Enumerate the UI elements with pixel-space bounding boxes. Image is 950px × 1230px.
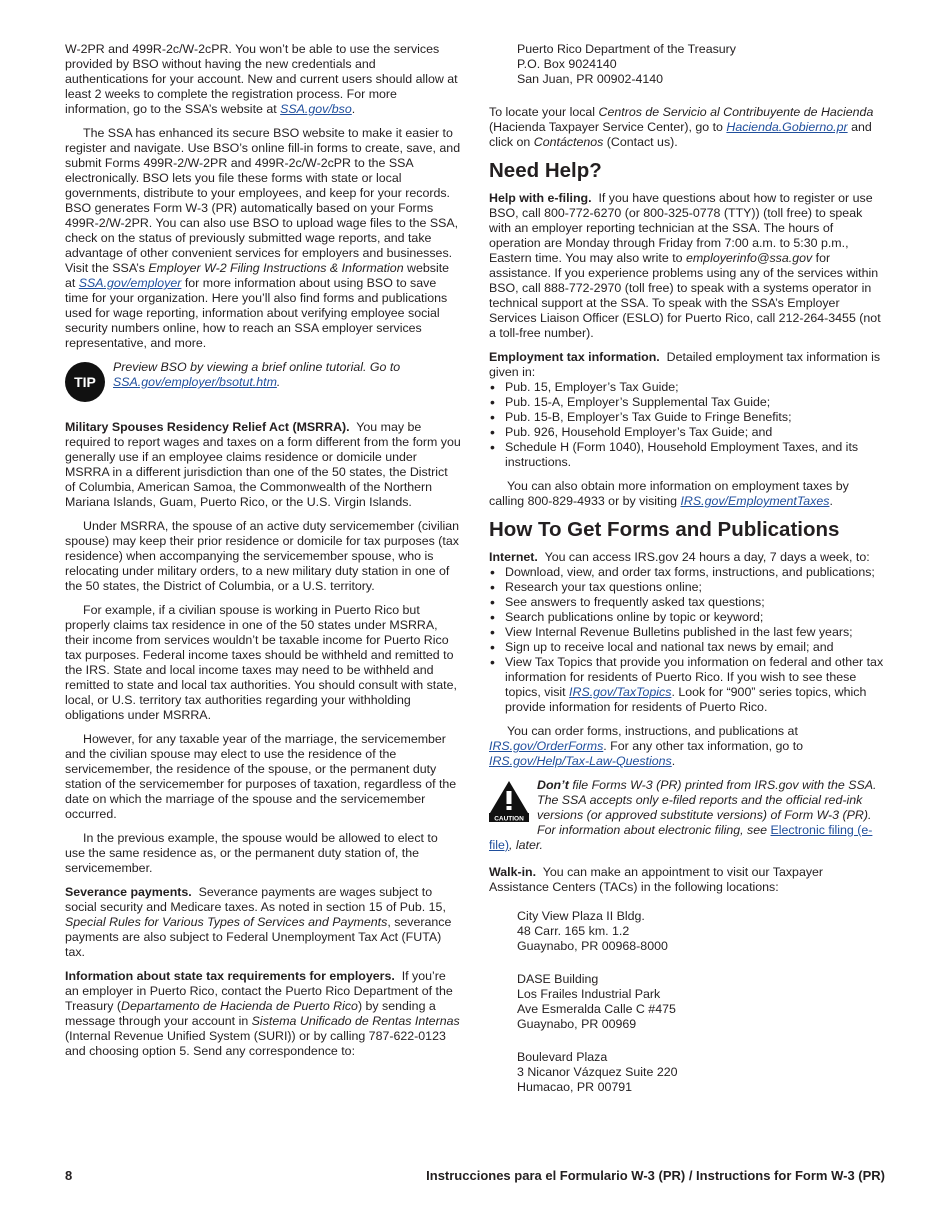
employment-taxes-link[interactable]: IRS.gov/EmploymentTaxes — [680, 494, 830, 508]
internet-list — [489, 565, 885, 715]
caution-icon — [489, 780, 529, 822]
tac-address-2: DASE Building Los Frailes Industrial Park Ave Esmeralda Calle C #475 Guaynabo, PR 00969 — [517, 972, 676, 1031]
internet-paragraph: Internet. You can access IRS.gov 24 hours a day, 7 days a week, to: — [489, 550, 870, 564]
hacienda-link[interactable]: Hacienda.Gobierno.pr — [726, 120, 848, 134]
tip-icon: TIP — [65, 362, 105, 402]
internet-heading: Internet. — [489, 550, 538, 564]
msrra-paragraph: Military Spouses Residency Relief Act (MSRRA). You may be required to report wages and taxes on a form different from the form you generally use if an employee claims residence or domicile under MSRRA in a different jurisdiction than one of the 50 states, the District of Columbia, American Samoa, the Commonwealth of the Northern Mariana Islands, Guam, Puerto Rico, or the U.S. Virgin Islands. — [65, 420, 461, 509]
electronic-filing-link[interactable]: Electronic filing (e-file) — [489, 823, 873, 852]
need-help-heading: Need Help? — [489, 159, 602, 182]
severance-paragraph: Severance payments. Severance payments are wages subject to social security and Medicare taxes. As noted in section 15 of Pub. 15, Special Rules for Various Types of Services and Payments, severance payments are also subject to Federal Unemployment Tax Act (FUTA) tax. — [65, 885, 452, 959]
tax-topics-link[interactable]: IRS.gov/TaxTopics — [569, 685, 672, 699]
employment-tax-paragraph: Employment tax information. Detailed employment tax information is given in: — [489, 350, 881, 379]
employment-more-paragraph: You can also obtain more information on employment taxes by calling 800-829-4933 or by visiting IRS.gov/EmploymentTaxes. — [489, 479, 849, 508]
list-item: • View Tax Topics that provide you information on federal and other tax information for residents of Puerto Rico. If you wish to see these topics, visit IRS.gov/TaxTopics. Look for “900” series topics, which provide information for residents of Puerto Rico. — [489, 655, 885, 715]
msrra-paragraph-4: However, for any taxable year of the marriage, the servicemember and the civilian spouse may elect to use the residence of the servicemember, the residence of the spouse, or the permanent duty station of the servicemember for purposes of taxation, regardless of the date on which the marriage of the spouse and the servicemember occurred. — [65, 732, 457, 821]
employment-tax-heading: Employment tax information. — [489, 350, 660, 364]
employment-pub-list — [489, 380, 885, 470]
forms-publications-heading: How To Get Forms and Publications — [489, 518, 840, 541]
msrra-paragraph-2: Under MSRRA, the spouse of an active duty servicemember (civilian spouse) may keep their prior residence or domicile for tax purposes (tax residence) when accompanying the servicemember spouse, who is relocating under military orders, to a new military duty station in one of the 50 states, the District of Columbia, or a U.S. territory. — [65, 519, 460, 593]
footer-title: Instrucciones para el Formulario W-3 (PR) / Instructions for Form W-3 (PR) — [426, 1168, 885, 1183]
left-column — [65, 42, 461, 1068]
right-column — [489, 42, 885, 1113]
list-item: • View Internal Revenue Bulletins published in the last few years; — [489, 625, 885, 640]
list-item: • Pub. 926, Household Employer’s Tax Guide; and — [489, 425, 885, 440]
tac-address-1: City View Plaza II Bldg. 48 Carr. 165 km. 1.2 Guaynabo, PR 00968-8000 — [517, 909, 668, 953]
msrra-heading: Military Spouses Residency Relief Act (MSRRA). — [65, 420, 350, 434]
walk-in-paragraph: Walk-in. You can make an appointment to visit our Taxpayer Assistance Centers (TACs) in the following locations: — [489, 865, 824, 894]
treasury-address: Puerto Rico Department of the Treasury P.O. Box 9024140 San Juan, PR 00902-4140 — [517, 42, 737, 86]
page-number: 8 — [65, 1168, 73, 1183]
efile-paragraph: Help with e-filing. If you have questions about how to register or use BSO, call 800-772-6270 (or 800-325-0778 (TTY)) (toll free) to speak with an employer reporting technician at the SSA. The hours of operation are Monday through Friday from 7:00 a.m. to 5:30 p.m., Eastern time. You may also write to employerinfo@ssa.gov for assistance. If you experience problems using any of the services within BSO, call 888-772-2970 (toll free) to speak with a systems operator in technical support at the SSA. To speak with the SSA’s Employer Services Liaison Officer (ESLO) for Puerto Rico, call 212-264-3455 (not a toll-free number). — [489, 191, 881, 340]
list-item: • Schedule H (Form 1040), Household Employment Taxes, and its instructions. — [489, 440, 885, 470]
ssa-bso-link[interactable]: SSA.gov/bso — [280, 102, 352, 116]
msrra-paragraph-3: For example, if a civilian spouse is working in Puerto Rico but properly claims tax residence in one of the 50 states under MSRRA, their income from services wouldn’t be taxable income for Puerto Rico tax purposes. Federal income taxes should be withheld and remitted to the IRS. State and local income taxes may need to be withheld and remitted to state and local tax authorities. You should consult with state, local, or U.S. territory tax authorities regarding your withholding obligations under MSRRA. — [65, 603, 457, 722]
list-item: • Download, view, and order tax forms, instructions, and publications; — [489, 565, 885, 580]
tax-law-questions-link[interactable]: IRS.gov/Help/Tax-Law-Questions — [489, 754, 672, 768]
list-item: • Search publications online by topic or keyword; — [489, 610, 885, 625]
tip-box — [65, 360, 461, 402]
walk-in-heading: Walk-in. — [489, 865, 537, 879]
order-forms-link[interactable]: IRS.gov/OrderForms — [489, 739, 604, 753]
bso-paragraph: W-2PR and 499R-2c/W-2cPR. You won’t be able to use the services provided by BSO without having the new credentials and authentications for your account. New and current users should allow at least 2 weeks to complete the registration process. For more information, go to the SSA’s website at SSA.gov/bso. — [65, 42, 458, 116]
list-item: • Research your tax questions online; — [489, 580, 885, 595]
state-tax-paragraph: Information about state tax requirements for employers. If you’re an employer in Puerto Rico, contact the Puerto Rico Department of the Treasury (Departamento de Hacienda de Puerto Rico) by sending a message through your account in Sistema Unificado de Rentas Internas (Internal Revenue Unified System (SURI)) or by calling 787-622-0123 and choosing option 5. Send any correspondence to: — [65, 969, 460, 1058]
list-item: • See answers to frequently asked tax questions; — [489, 595, 885, 610]
list-item: • Sign up to receive local and national tax news by email; and — [489, 640, 885, 655]
caution-box: CAUTION Don’t file Forms W-3 (PR) printed from IRS.gov with the SSA. The SSA accepts only e-filed reports and the official red-ink versions (or approved substitute versions) of Form W-3 (PR). For information about electronic filing, see Electronic filing (e-file), later. — [489, 778, 877, 852]
list-item: • Pub. 15-B, Employer’s Tax Guide to Fringe Benefits; — [489, 410, 885, 425]
order-forms-paragraph: You can order forms, instructions, and publications at IRS.gov/OrderForms. For any other tax information, go to IRS.gov/Help/Tax-Law-Questions. — [489, 724, 804, 768]
list-item: • Pub. 15-A, Employer’s Supplemental Tax Guide; — [489, 395, 885, 410]
tip-text: Preview BSO by viewing a brief online tutorial. Go to SSA.gov/employer/bsotut.htm. — [113, 360, 401, 389]
tac-address-3: Boulevard Plaza 3 Nicanor Vázquez Suite 220 Humacao, PR 00791 — [517, 1050, 678, 1094]
bso-enhanced-paragraph: The SSA has enhanced its secure BSO website to make it easier to register and navigate. Use BSO’s online fill-in forms to create, save, and submit Forms 499R-2/W-2PR and 499R-2c/W-2cPR to the SSA electronically. BSO lets you file these forms with state or local governments, distribute to your employees, and keep for your records. BSO generates Form W-3 (PR) automatically based on your Forms 499R-2/W-2PR. You can also use BSO to upload wage files to the SSA, check on the status of previously submitted wage reports, and take advantage of other convenient services for employers and businesses. Visit the SSA’s Employer W-2 Filing Instructions & Information website at SSA.gov/employer for more information about using BSO to save time for your organization. Here you’ll also find forms and publications used for wage reporting, information about verifying employee social security numbers online, how to reach an SSA employer services representative, and more. — [65, 126, 461, 350]
bso-tutorial-link[interactable]: SSA.gov/employer/bsotut.htm — [113, 375, 277, 389]
list-item: • Pub. 15, Employer’s Tax Guide; — [489, 380, 885, 395]
state-tax-heading: Information about state tax requirements for employers. — [65, 969, 395, 983]
efile-heading: Help with e-filing. — [489, 191, 592, 205]
locate-paragraph: To locate your local Centros de Servicio al Contribuyente de Hacienda (Hacienda Taxpayer Service Center), go to Hacienda.Gobierno.pr and click on Contáctenos (Contact us). — [489, 105, 874, 149]
severance-heading: Severance payments. — [65, 885, 192, 899]
ssa-email: employerinfo@ssa.gov — [685, 251, 813, 265]
msrra-paragraph-5: In the previous example, the spouse would be allowed to elect to use the same residence as, or the permanent duty station of, the servicemember. — [65, 831, 438, 875]
svg-text:CAUTION: CAUTION — [494, 815, 524, 822]
ssa-employer-link[interactable]: SSA.gov/employer — [78, 276, 182, 290]
